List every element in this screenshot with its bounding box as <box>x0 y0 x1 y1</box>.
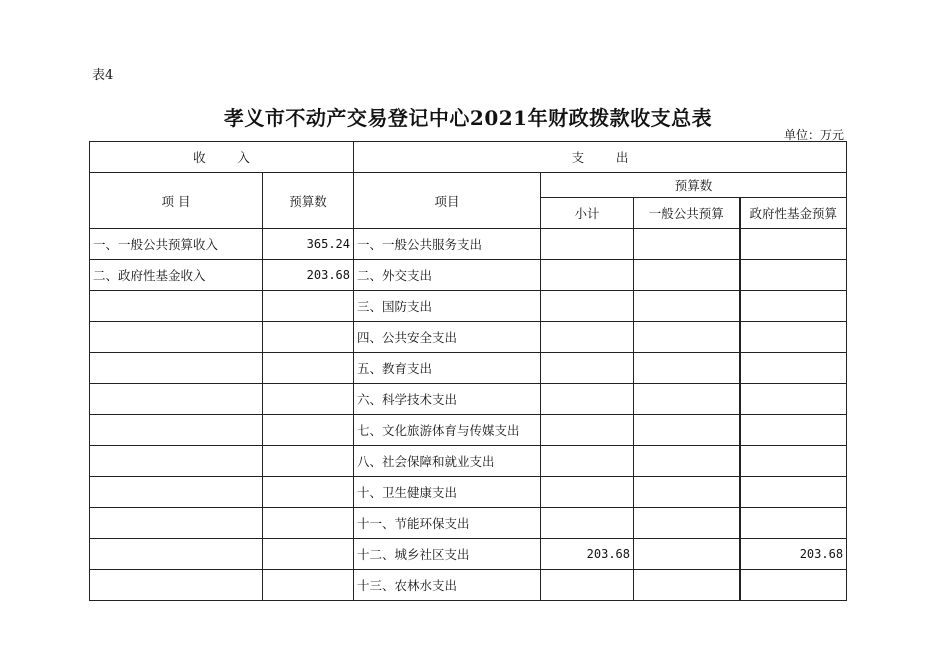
subtotal-header: 小计 <box>541 198 634 229</box>
subtotal-cell <box>541 477 634 508</box>
expense-item-cell: 十、卫生健康支出 <box>354 477 541 508</box>
general-budget-cell <box>634 291 740 322</box>
income-item-cell <box>90 384 263 415</box>
income-budget-cell <box>263 446 354 477</box>
income-item-cell <box>90 539 263 570</box>
expense-item-cell: 四、公共安全支出 <box>354 322 541 353</box>
expense-item-cell: 五、教育支出 <box>354 353 541 384</box>
expense-item-cell: 七、文化旅游体育与传媒支出 <box>354 415 541 446</box>
budget-summary-table <box>89 141 847 601</box>
expense-item-cell: 十三、农林水支出 <box>354 570 541 601</box>
subtotal-cell <box>541 291 634 322</box>
gov-fund-budget-cell <box>740 353 847 384</box>
table-number-label: 表4 <box>92 68 114 83</box>
income-item-cell: 一、一般公共预算收入 <box>90 229 263 260</box>
income-budget-cell <box>263 384 354 415</box>
income-section-header: 收 入 <box>90 142 354 173</box>
page-title: 孝义市不动产交易登记中心2021年财政拨款收支总表 <box>223 106 713 130</box>
gov-fund-budget-cell <box>740 229 847 260</box>
subtotal-cell <box>541 415 634 446</box>
income-budget-cell: 203.68 <box>263 260 354 291</box>
general-budget-cell <box>634 539 740 570</box>
general-budget-cell <box>634 570 740 601</box>
general-budget-cell <box>634 229 740 260</box>
income-budget-cell <box>263 477 354 508</box>
subtotal-cell <box>541 570 634 601</box>
general-budget-cell <box>634 384 740 415</box>
expense-section-header: 支 出 <box>354 142 847 173</box>
income-item-cell <box>90 477 263 508</box>
expense-item-cell: 一、一般公共服务支出 <box>354 229 541 260</box>
table-row <box>90 291 847 322</box>
income-item-header: 项 目 <box>90 173 263 229</box>
income-item-cell: 二、政府性基金收入 <box>90 260 263 291</box>
income-item-cell <box>90 415 263 446</box>
gov-fund-budget-cell <box>740 322 847 353</box>
gov-fund-budget-cell <box>740 570 847 601</box>
gov-fund-budget-cell <box>740 446 847 477</box>
table-row <box>90 229 847 260</box>
income-budget-cell <box>263 539 354 570</box>
expense-item-cell: 十一、节能环保支出 <box>354 508 541 539</box>
gov-fund-budget-cell <box>740 291 847 322</box>
table-row <box>90 353 847 384</box>
table-row <box>90 384 847 415</box>
expense-item-cell: 六、科学技术支出 <box>354 384 541 415</box>
subtotal-cell <box>541 229 634 260</box>
gov-fund-budget-cell <box>740 477 847 508</box>
gov-fund-budget-cell: 203.68 <box>740 539 847 570</box>
subtotal-cell <box>541 353 634 384</box>
table-row <box>90 570 847 601</box>
subtotal-cell <box>541 446 634 477</box>
expense-item-header: 项目 <box>354 173 541 229</box>
general-budget-header: 一般公共预算 <box>634 198 740 229</box>
table-row <box>90 508 847 539</box>
expense-budget-header: 预算数 <box>541 173 847 198</box>
income-item-cell <box>90 446 263 477</box>
gov-fund-budget-cell <box>740 260 847 291</box>
income-budget-cell <box>263 322 354 353</box>
general-budget-cell <box>634 260 740 291</box>
subtotal-cell: 203.68 <box>541 539 634 570</box>
subtotal-cell <box>541 322 634 353</box>
general-budget-cell <box>634 322 740 353</box>
table-row <box>90 322 847 353</box>
subtotal-cell <box>541 260 634 291</box>
table-body <box>90 142 847 601</box>
income-budget-cell <box>263 291 354 322</box>
section-header-row <box>90 142 847 173</box>
unit-label: 单位：万元 <box>783 128 844 142</box>
table-row <box>90 415 847 446</box>
general-budget-cell <box>634 508 740 539</box>
income-item-cell <box>90 322 263 353</box>
table-row <box>90 539 847 570</box>
general-budget-cell <box>634 353 740 384</box>
subtotal-cell <box>541 384 634 415</box>
expense-item-cell: 八、社会保障和就业支出 <box>354 446 541 477</box>
income-item-cell <box>90 570 263 601</box>
expense-item-cell: 二、外交支出 <box>354 260 541 291</box>
expense-item-cell: 三、国防支出 <box>354 291 541 322</box>
table-row <box>90 446 847 477</box>
gov-fund-budget-header: 政府性基金预算 <box>740 198 847 229</box>
column-header-row-1 <box>90 173 847 198</box>
gov-fund-budget-cell <box>740 508 847 539</box>
table-row <box>90 477 847 508</box>
general-budget-cell <box>634 446 740 477</box>
gov-fund-budget-cell <box>740 384 847 415</box>
gov-fund-budget-cell <box>740 415 847 446</box>
table-row <box>90 260 847 291</box>
income-budget-cell: 365.24 <box>263 229 354 260</box>
income-budget-cell <box>263 353 354 384</box>
subtotal-cell <box>541 508 634 539</box>
income-item-cell <box>90 353 263 384</box>
income-budget-cell <box>263 415 354 446</box>
income-budget-header: 预算数 <box>263 173 354 229</box>
income-item-cell <box>90 291 263 322</box>
expense-item-cell: 十二、城乡社区支出 <box>354 539 541 570</box>
general-budget-cell <box>634 477 740 508</box>
income-budget-cell <box>263 508 354 539</box>
general-budget-cell <box>634 415 740 446</box>
income-item-cell <box>90 508 263 539</box>
income-budget-cell <box>263 570 354 601</box>
